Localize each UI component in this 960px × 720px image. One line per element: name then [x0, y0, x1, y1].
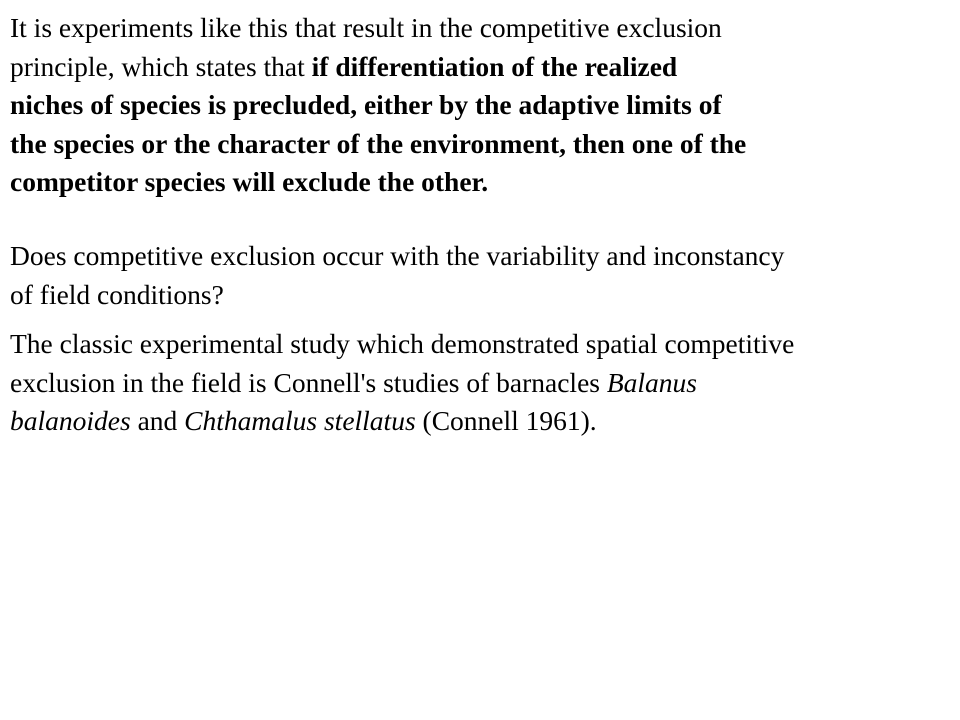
text-line	[10, 402, 794, 441]
species-name-italic: balanoides	[10, 405, 131, 436]
text-line	[10, 364, 794, 403]
paragraph-question	[10, 237, 784, 314]
species-name-italic: Chthamalus stellatus	[184, 405, 416, 436]
text-run: principle, which states that	[10, 50, 312, 82]
paragraph-competitive-exclusion	[10, 9, 746, 202]
bold-text-line: the species or the character of the environment, then one of the	[10, 127, 747, 159]
text-run: exclusion in the field is Connell's studies of barnacles	[10, 366, 607, 398]
text-line	[10, 48, 746, 87]
bold-text-line: competitor species will exclude the other.	[10, 166, 489, 197]
bold-text-run: if differentiation of the realized	[311, 50, 678, 82]
bold-text-line: niches of species is precluded, either by the adaptive limits of	[10, 89, 722, 120]
paragraph-connell-study	[10, 325, 794, 441]
text-line: Does competitive exclusion occur with the variability and inconstancy	[10, 240, 785, 271]
species-name-italic: Balanus	[606, 366, 697, 398]
text-run: and	[130, 405, 185, 436]
text-line: The classic experimental study which demonstrated spatial competitive	[10, 328, 795, 359]
text-line: It is experiments like this that result in the competitive exclusion	[10, 12, 722, 43]
text-line: of field conditions?	[10, 278, 224, 310]
text-run: (Connell 1961).	[415, 405, 597, 436]
